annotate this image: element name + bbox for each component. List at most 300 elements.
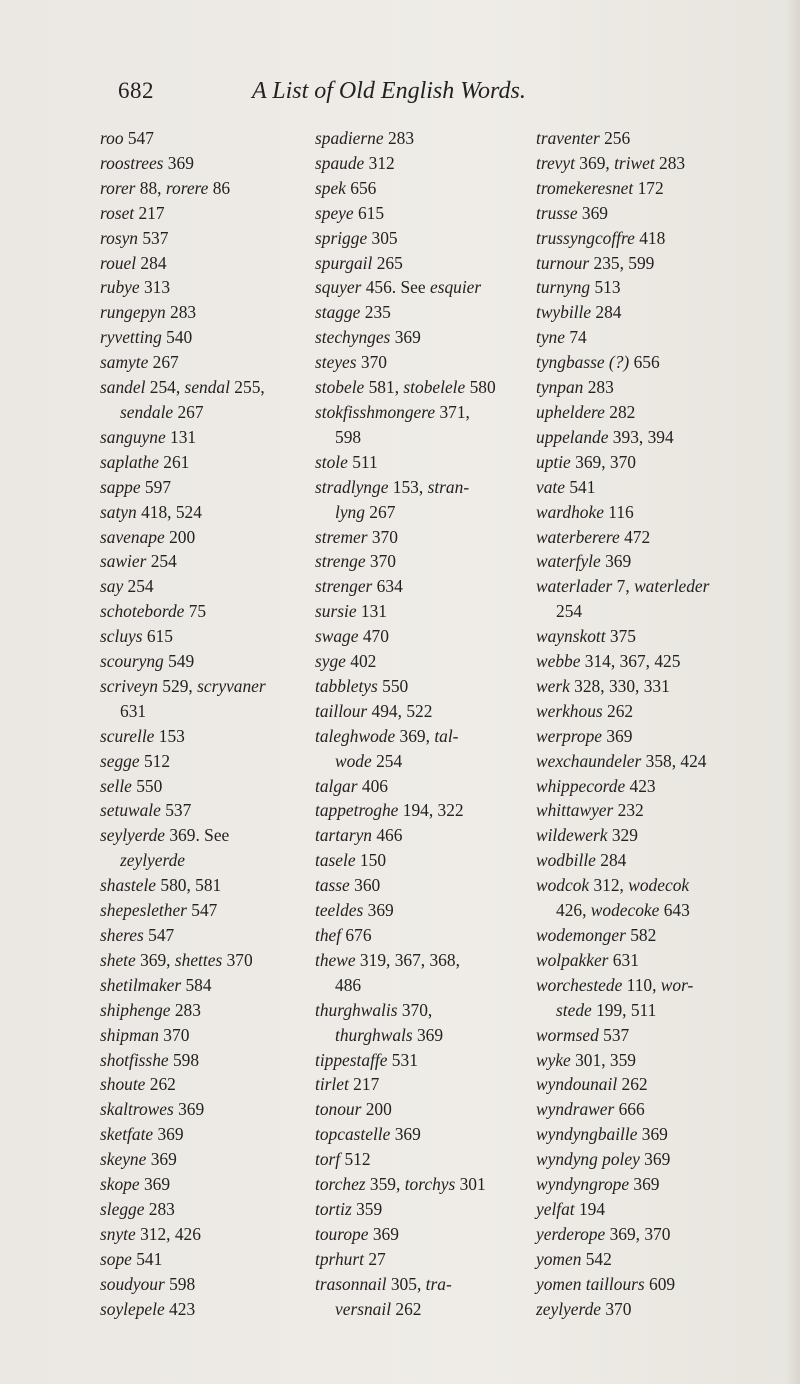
index-entry bbox=[100, 1197, 310, 1222]
index-entry bbox=[315, 948, 535, 973]
index-entry bbox=[536, 823, 772, 848]
page-reference: 235, 599 bbox=[589, 252, 655, 273]
index-entry bbox=[536, 350, 772, 375]
index-entry bbox=[315, 201, 535, 226]
index-entry bbox=[315, 1048, 535, 1073]
headword: upheldere bbox=[536, 401, 605, 422]
page-reference: 284 bbox=[595, 850, 627, 871]
page-reference: 370 bbox=[222, 949, 253, 970]
index-entry bbox=[315, 1072, 535, 1097]
headword: shipman bbox=[100, 1024, 159, 1045]
index-entry bbox=[536, 126, 772, 151]
index-column-1 bbox=[100, 126, 310, 1322]
index-entry bbox=[100, 1023, 310, 1048]
page-reference: 369 bbox=[163, 152, 194, 173]
page-reference: 656 bbox=[629, 352, 660, 373]
index-entry bbox=[315, 624, 535, 649]
headword: whittawyer bbox=[536, 800, 614, 821]
headword: waynskott bbox=[536, 626, 606, 647]
headword: waterlader bbox=[536, 576, 613, 597]
index-column-3 bbox=[536, 126, 772, 1322]
index-entry bbox=[315, 923, 535, 948]
index-entry bbox=[536, 1147, 772, 1172]
headword: stede bbox=[556, 999, 592, 1020]
page-reference: 217 bbox=[348, 1074, 380, 1095]
headword: soylepele bbox=[100, 1298, 165, 1319]
page-reference: 153 bbox=[154, 725, 185, 746]
page-reference: 541 bbox=[564, 476, 596, 497]
headword: wolpakker bbox=[536, 949, 609, 970]
page-reference: 131 bbox=[165, 426, 197, 447]
headword: uppelande bbox=[536, 426, 609, 447]
index-entry bbox=[536, 699, 772, 724]
headword: strenge bbox=[315, 551, 366, 572]
headword: ryvetting bbox=[100, 327, 162, 348]
page-edge-shadow bbox=[786, 0, 800, 1384]
headword: turnyng bbox=[536, 277, 591, 298]
headword: tprhurt bbox=[315, 1248, 364, 1269]
page-reference: 283 bbox=[170, 999, 201, 1020]
page-reference: 369 bbox=[412, 1024, 444, 1045]
headword: sprigge bbox=[315, 227, 368, 248]
index-entry bbox=[100, 798, 310, 823]
headword: tortiz bbox=[315, 1198, 352, 1219]
page-reference: 301, 359 bbox=[570, 1049, 636, 1070]
headword: shastele bbox=[100, 875, 157, 896]
headword: tappetroghe bbox=[315, 800, 399, 821]
headword: shepeslether bbox=[100, 900, 187, 921]
index-entry bbox=[536, 649, 772, 674]
page-reference: 423 bbox=[164, 1298, 196, 1319]
page-reference: 262 bbox=[145, 1074, 176, 1095]
index-entry bbox=[315, 525, 535, 550]
page-reference: 550 bbox=[131, 775, 163, 796]
index-entry bbox=[100, 1247, 310, 1272]
page-reference: 631 bbox=[608, 949, 639, 970]
page-reference: 369 bbox=[629, 1174, 660, 1195]
page-reference: 456. See bbox=[361, 277, 430, 298]
headword: rungepyn bbox=[100, 302, 166, 323]
running-title: A List of Old English Words. bbox=[252, 78, 526, 104]
page-reference: 172 bbox=[633, 177, 664, 198]
index-entry bbox=[100, 251, 310, 276]
headword: yerderope bbox=[536, 1223, 606, 1244]
index-entry bbox=[100, 425, 310, 450]
headword: lyng bbox=[335, 501, 365, 522]
index-entry bbox=[100, 1072, 310, 1097]
headword: soudyour bbox=[100, 1273, 165, 1294]
page-reference: 217 bbox=[134, 202, 165, 223]
page-reference: 199, 511 bbox=[591, 999, 657, 1020]
page-number: 682 bbox=[118, 78, 154, 103]
headword: yomen bbox=[536, 1248, 582, 1269]
page-reference: 194, 322 bbox=[398, 800, 464, 821]
page-reference: 283 bbox=[144, 1198, 175, 1219]
index-entry bbox=[536, 674, 772, 699]
index-entry bbox=[100, 350, 310, 375]
page-reference: 418 bbox=[634, 227, 666, 248]
page-reference: 369, 370 bbox=[570, 451, 636, 472]
index-entry bbox=[315, 798, 535, 823]
page-reference: 666 bbox=[614, 1099, 645, 1120]
page-reference: 580 bbox=[465, 377, 496, 398]
index-entry bbox=[536, 1023, 772, 1048]
headword: talgar bbox=[315, 775, 358, 796]
headword: vate bbox=[536, 476, 565, 497]
page-reference: 359 bbox=[351, 1198, 383, 1219]
index-entry bbox=[315, 1222, 535, 1247]
page-reference: 312, bbox=[589, 875, 629, 896]
index-entry bbox=[315, 549, 535, 574]
page-reference: 369 bbox=[600, 551, 632, 572]
page-reference: 615 bbox=[142, 626, 173, 647]
page-reference: 370, bbox=[397, 999, 433, 1020]
headword: sendal bbox=[184, 377, 230, 398]
page-reference: 550 bbox=[377, 675, 409, 696]
page-reference: 328, 330, 331 bbox=[569, 675, 670, 696]
page-reference: 110, bbox=[622, 974, 661, 995]
headword: zeylyerde bbox=[536, 1298, 602, 1319]
headword: waterfyle bbox=[536, 551, 601, 572]
headword: taleghwode bbox=[315, 725, 396, 746]
index-entry bbox=[536, 624, 772, 649]
index-entry bbox=[536, 226, 772, 251]
page-reference: 75 bbox=[184, 601, 207, 622]
index-entry bbox=[315, 998, 535, 1023]
index-entry bbox=[536, 1197, 772, 1222]
page-header bbox=[0, 78, 800, 118]
page-reference: 150 bbox=[355, 850, 387, 871]
index-entry bbox=[100, 325, 310, 350]
index-entry bbox=[100, 475, 310, 500]
headword: sandel bbox=[100, 377, 146, 398]
index-entry bbox=[315, 300, 535, 325]
index-entry bbox=[315, 774, 535, 799]
page-reference: 283 bbox=[165, 302, 197, 323]
index-entry-continuation bbox=[315, 973, 535, 998]
page-reference: 235 bbox=[360, 302, 391, 323]
page-reference: 598 bbox=[335, 426, 362, 447]
page-reference: 262 bbox=[391, 1298, 422, 1319]
page-reference: 267 bbox=[173, 401, 204, 422]
headword: stokfisshmongere bbox=[315, 401, 436, 422]
page-reference: 369 bbox=[363, 900, 394, 921]
headword: roo bbox=[100, 128, 124, 148]
index-entry bbox=[100, 375, 310, 400]
headword: tabbletys bbox=[315, 675, 378, 696]
index-entry bbox=[100, 823, 310, 848]
index-entry bbox=[100, 574, 310, 599]
page-reference: 537 bbox=[598, 1024, 630, 1045]
headword: stobelele bbox=[403, 377, 466, 398]
headword: tyne bbox=[536, 327, 565, 348]
index-entry bbox=[100, 624, 310, 649]
index-entry-continuation bbox=[100, 699, 310, 724]
headword: say bbox=[100, 576, 124, 597]
index-entry bbox=[315, 699, 535, 724]
index-entry bbox=[315, 375, 535, 400]
index-entry-continuation bbox=[315, 1297, 535, 1322]
index-entry bbox=[536, 400, 772, 425]
headword: skope bbox=[100, 1174, 140, 1195]
page-reference: 581, bbox=[364, 377, 404, 398]
page-reference: 547 bbox=[186, 900, 218, 921]
page-reference: 255, bbox=[229, 377, 265, 398]
headword: squyer bbox=[315, 277, 362, 298]
index-entry bbox=[100, 599, 310, 624]
page-reference: 370 bbox=[601, 1298, 632, 1319]
index-entry bbox=[536, 1072, 772, 1097]
page-reference: 375 bbox=[605, 626, 636, 647]
index-entry bbox=[100, 500, 310, 525]
page-reference: 406 bbox=[357, 775, 388, 796]
page-reference: 313 bbox=[139, 277, 171, 298]
headword: strenger bbox=[315, 576, 373, 597]
page-reference: 369, bbox=[135, 949, 175, 970]
index-entry bbox=[100, 1122, 310, 1147]
page-reference: 369 bbox=[577, 202, 608, 223]
page-reference: 200 bbox=[361, 1099, 392, 1120]
index-entry bbox=[315, 350, 535, 375]
index-entry bbox=[315, 1247, 535, 1272]
index-entry bbox=[315, 674, 535, 699]
headword: speye bbox=[315, 202, 354, 223]
index-entry bbox=[536, 375, 772, 400]
index-entry bbox=[100, 774, 310, 799]
headword: wodecoke bbox=[590, 900, 660, 921]
headword: sanguyne bbox=[100, 426, 166, 447]
page-reference: 262 bbox=[602, 700, 634, 721]
index-entry bbox=[100, 674, 310, 699]
headword: tippestaffe bbox=[315, 1049, 388, 1070]
headword: wodecok bbox=[628, 875, 690, 896]
headword: sendale bbox=[120, 401, 174, 422]
headword: tal- bbox=[434, 725, 459, 746]
headword: syge bbox=[315, 651, 346, 672]
headword: shoute bbox=[100, 1074, 146, 1095]
page-reference: 86 bbox=[208, 177, 231, 198]
headword: tromekeresnet bbox=[536, 177, 634, 198]
headword: tirlet bbox=[315, 1074, 349, 1095]
page-reference: 512 bbox=[139, 750, 171, 771]
page-reference: 116 bbox=[603, 501, 634, 522]
index-entry bbox=[100, 1297, 310, 1322]
headword: webbe bbox=[536, 651, 581, 672]
page-reference: 529, bbox=[157, 675, 198, 696]
page-reference: 131 bbox=[356, 601, 387, 622]
page-reference: 486 bbox=[335, 974, 362, 995]
headword: wodbille bbox=[536, 850, 596, 871]
page-reference: 369, 370 bbox=[605, 1223, 671, 1244]
headword: shete bbox=[100, 949, 136, 970]
index-entry-continuation bbox=[536, 998, 772, 1023]
page-reference: 426, bbox=[556, 900, 591, 921]
page-reference: 369 bbox=[390, 1124, 421, 1145]
index-entry-continuation bbox=[315, 425, 535, 450]
index-entry-continuation bbox=[536, 898, 772, 923]
headword: wyndyng poley bbox=[536, 1149, 640, 1170]
index-entry-continuation bbox=[315, 1023, 535, 1048]
page-reference: 369 bbox=[602, 725, 633, 746]
page-reference: 369 bbox=[153, 1124, 184, 1145]
page-reference: 418, 524 bbox=[136, 501, 202, 522]
headword: roostrees bbox=[100, 152, 164, 173]
page-reference: 494, 522 bbox=[367, 700, 433, 721]
headword: spurgail bbox=[315, 252, 373, 273]
index-entry bbox=[315, 574, 535, 599]
headword: stagge bbox=[315, 302, 361, 323]
page-reference: 582 bbox=[625, 925, 657, 945]
headword: tyngbasse (?) bbox=[536, 352, 630, 373]
headword: torf bbox=[315, 1149, 341, 1170]
index-entry bbox=[315, 176, 535, 201]
index-entry bbox=[536, 1122, 772, 1147]
headword: swage bbox=[315, 626, 359, 647]
page-reference: 531 bbox=[387, 1049, 418, 1070]
page-reference: 369 bbox=[639, 1149, 671, 1170]
headword: wode bbox=[335, 750, 372, 771]
index-entry bbox=[536, 425, 772, 450]
index-entry bbox=[100, 275, 310, 300]
page-reference: 423 bbox=[625, 775, 656, 796]
index-entry bbox=[100, 898, 310, 923]
index-entry bbox=[315, 400, 535, 425]
headword: rosyn bbox=[100, 227, 138, 248]
page-reference: 549 bbox=[163, 651, 195, 672]
headword: trusse bbox=[536, 202, 578, 223]
page-reference: 360 bbox=[349, 875, 381, 896]
headword: yomen taillours bbox=[536, 1273, 645, 1294]
index-entry bbox=[536, 1222, 772, 1247]
headword: snyte bbox=[100, 1223, 136, 1244]
index-entry bbox=[536, 1297, 772, 1322]
page-reference: 254 bbox=[556, 601, 583, 622]
index-entry bbox=[315, 873, 535, 898]
index-entry bbox=[100, 923, 310, 948]
headword: sappe bbox=[100, 476, 141, 497]
headword: whippecorde bbox=[536, 775, 626, 796]
headword: tartaryn bbox=[315, 825, 373, 846]
headword: scurelle bbox=[100, 725, 155, 746]
index-entry bbox=[536, 749, 772, 774]
headword: shetilmaker bbox=[100, 974, 182, 995]
page-reference: 540 bbox=[161, 327, 193, 348]
index-entry bbox=[315, 724, 535, 749]
index-entry bbox=[315, 1122, 535, 1147]
page-reference: 370 bbox=[367, 526, 398, 547]
index-entry bbox=[536, 848, 772, 873]
page-reference: 643 bbox=[659, 900, 690, 921]
headword: sheres bbox=[100, 925, 144, 945]
page-reference: 615 bbox=[353, 202, 385, 223]
page-reference: 676 bbox=[341, 925, 372, 945]
index-entry bbox=[315, 1197, 535, 1222]
headword: waterleder bbox=[634, 576, 710, 597]
page-reference: 598 bbox=[168, 1049, 200, 1070]
index-entry bbox=[536, 325, 772, 350]
headword: wyndyngbaille bbox=[536, 1124, 638, 1145]
page-reference: 631 bbox=[120, 700, 147, 721]
index-entry bbox=[315, 325, 535, 350]
index-entry-continuation bbox=[315, 500, 535, 525]
page-reference: 194 bbox=[574, 1198, 606, 1219]
index-entry bbox=[315, 251, 535, 276]
headword: skaltrowes bbox=[100, 1099, 174, 1120]
page-reference: 359, bbox=[365, 1174, 405, 1195]
index-entry bbox=[100, 1222, 310, 1247]
headword: slegge bbox=[100, 1198, 145, 1219]
index-entry bbox=[100, 724, 310, 749]
page-reference: 369, bbox=[574, 152, 615, 173]
index-entry bbox=[315, 649, 535, 674]
index-entry bbox=[536, 525, 772, 550]
index-entry bbox=[100, 873, 310, 898]
headword: rorer bbox=[100, 177, 136, 198]
page-reference: 232 bbox=[613, 800, 644, 821]
headword: spek bbox=[315, 177, 346, 198]
index-entry bbox=[536, 500, 772, 525]
page-reference: 305 bbox=[367, 227, 398, 248]
headword: wyke bbox=[536, 1049, 571, 1070]
headword: schoteborde bbox=[100, 601, 185, 622]
index-entry bbox=[536, 475, 772, 500]
index-entry bbox=[100, 649, 310, 674]
page-reference: 369 bbox=[146, 1149, 177, 1170]
headword: tra- bbox=[425, 1273, 452, 1294]
index-entry bbox=[100, 998, 310, 1023]
headword: traventer bbox=[536, 128, 600, 148]
headword: rorere bbox=[165, 177, 209, 198]
headword: topcastelle bbox=[315, 1124, 391, 1145]
headword: thurghwals bbox=[335, 1024, 413, 1045]
page-reference: 319, 367, 368, bbox=[355, 949, 460, 970]
index-entry bbox=[315, 126, 535, 151]
index-entry bbox=[315, 275, 535, 300]
index-entry bbox=[100, 525, 310, 550]
page-reference: 329 bbox=[607, 825, 638, 846]
headword: steyes bbox=[315, 352, 357, 373]
page-reference: 301 bbox=[455, 1174, 486, 1195]
headword: zeylyerde bbox=[120, 850, 186, 871]
index-entry bbox=[100, 226, 310, 251]
page-reference: 369 bbox=[368, 1223, 399, 1244]
page-reference: 547 bbox=[123, 128, 154, 148]
headword: wardhoke bbox=[536, 501, 604, 522]
page-reference: 284 bbox=[136, 252, 167, 273]
headword: werprope bbox=[536, 725, 603, 746]
index-entry bbox=[536, 774, 772, 799]
headword: shiphenge bbox=[100, 999, 171, 1020]
headword: samyte bbox=[100, 352, 149, 373]
page-reference: 27 bbox=[363, 1248, 386, 1269]
page-reference: 370 bbox=[158, 1024, 190, 1045]
page-reference: 283 bbox=[383, 128, 415, 148]
headword: stobele bbox=[315, 377, 365, 398]
headword: thewe bbox=[315, 949, 356, 970]
index-entry bbox=[536, 1048, 772, 1073]
page-reference: 267 bbox=[364, 501, 396, 522]
index-entry bbox=[536, 176, 772, 201]
headword: wyndyngrope bbox=[536, 1174, 630, 1195]
index-entry bbox=[536, 873, 772, 898]
page-reference: 254 bbox=[146, 551, 177, 572]
page-reference: 358, 424 bbox=[641, 750, 707, 771]
page-reference: 305, bbox=[386, 1273, 426, 1294]
headword: stremer bbox=[315, 526, 368, 547]
index-entry bbox=[536, 948, 772, 973]
page-reference: 369 bbox=[637, 1124, 668, 1145]
page-reference: 634 bbox=[372, 576, 403, 597]
